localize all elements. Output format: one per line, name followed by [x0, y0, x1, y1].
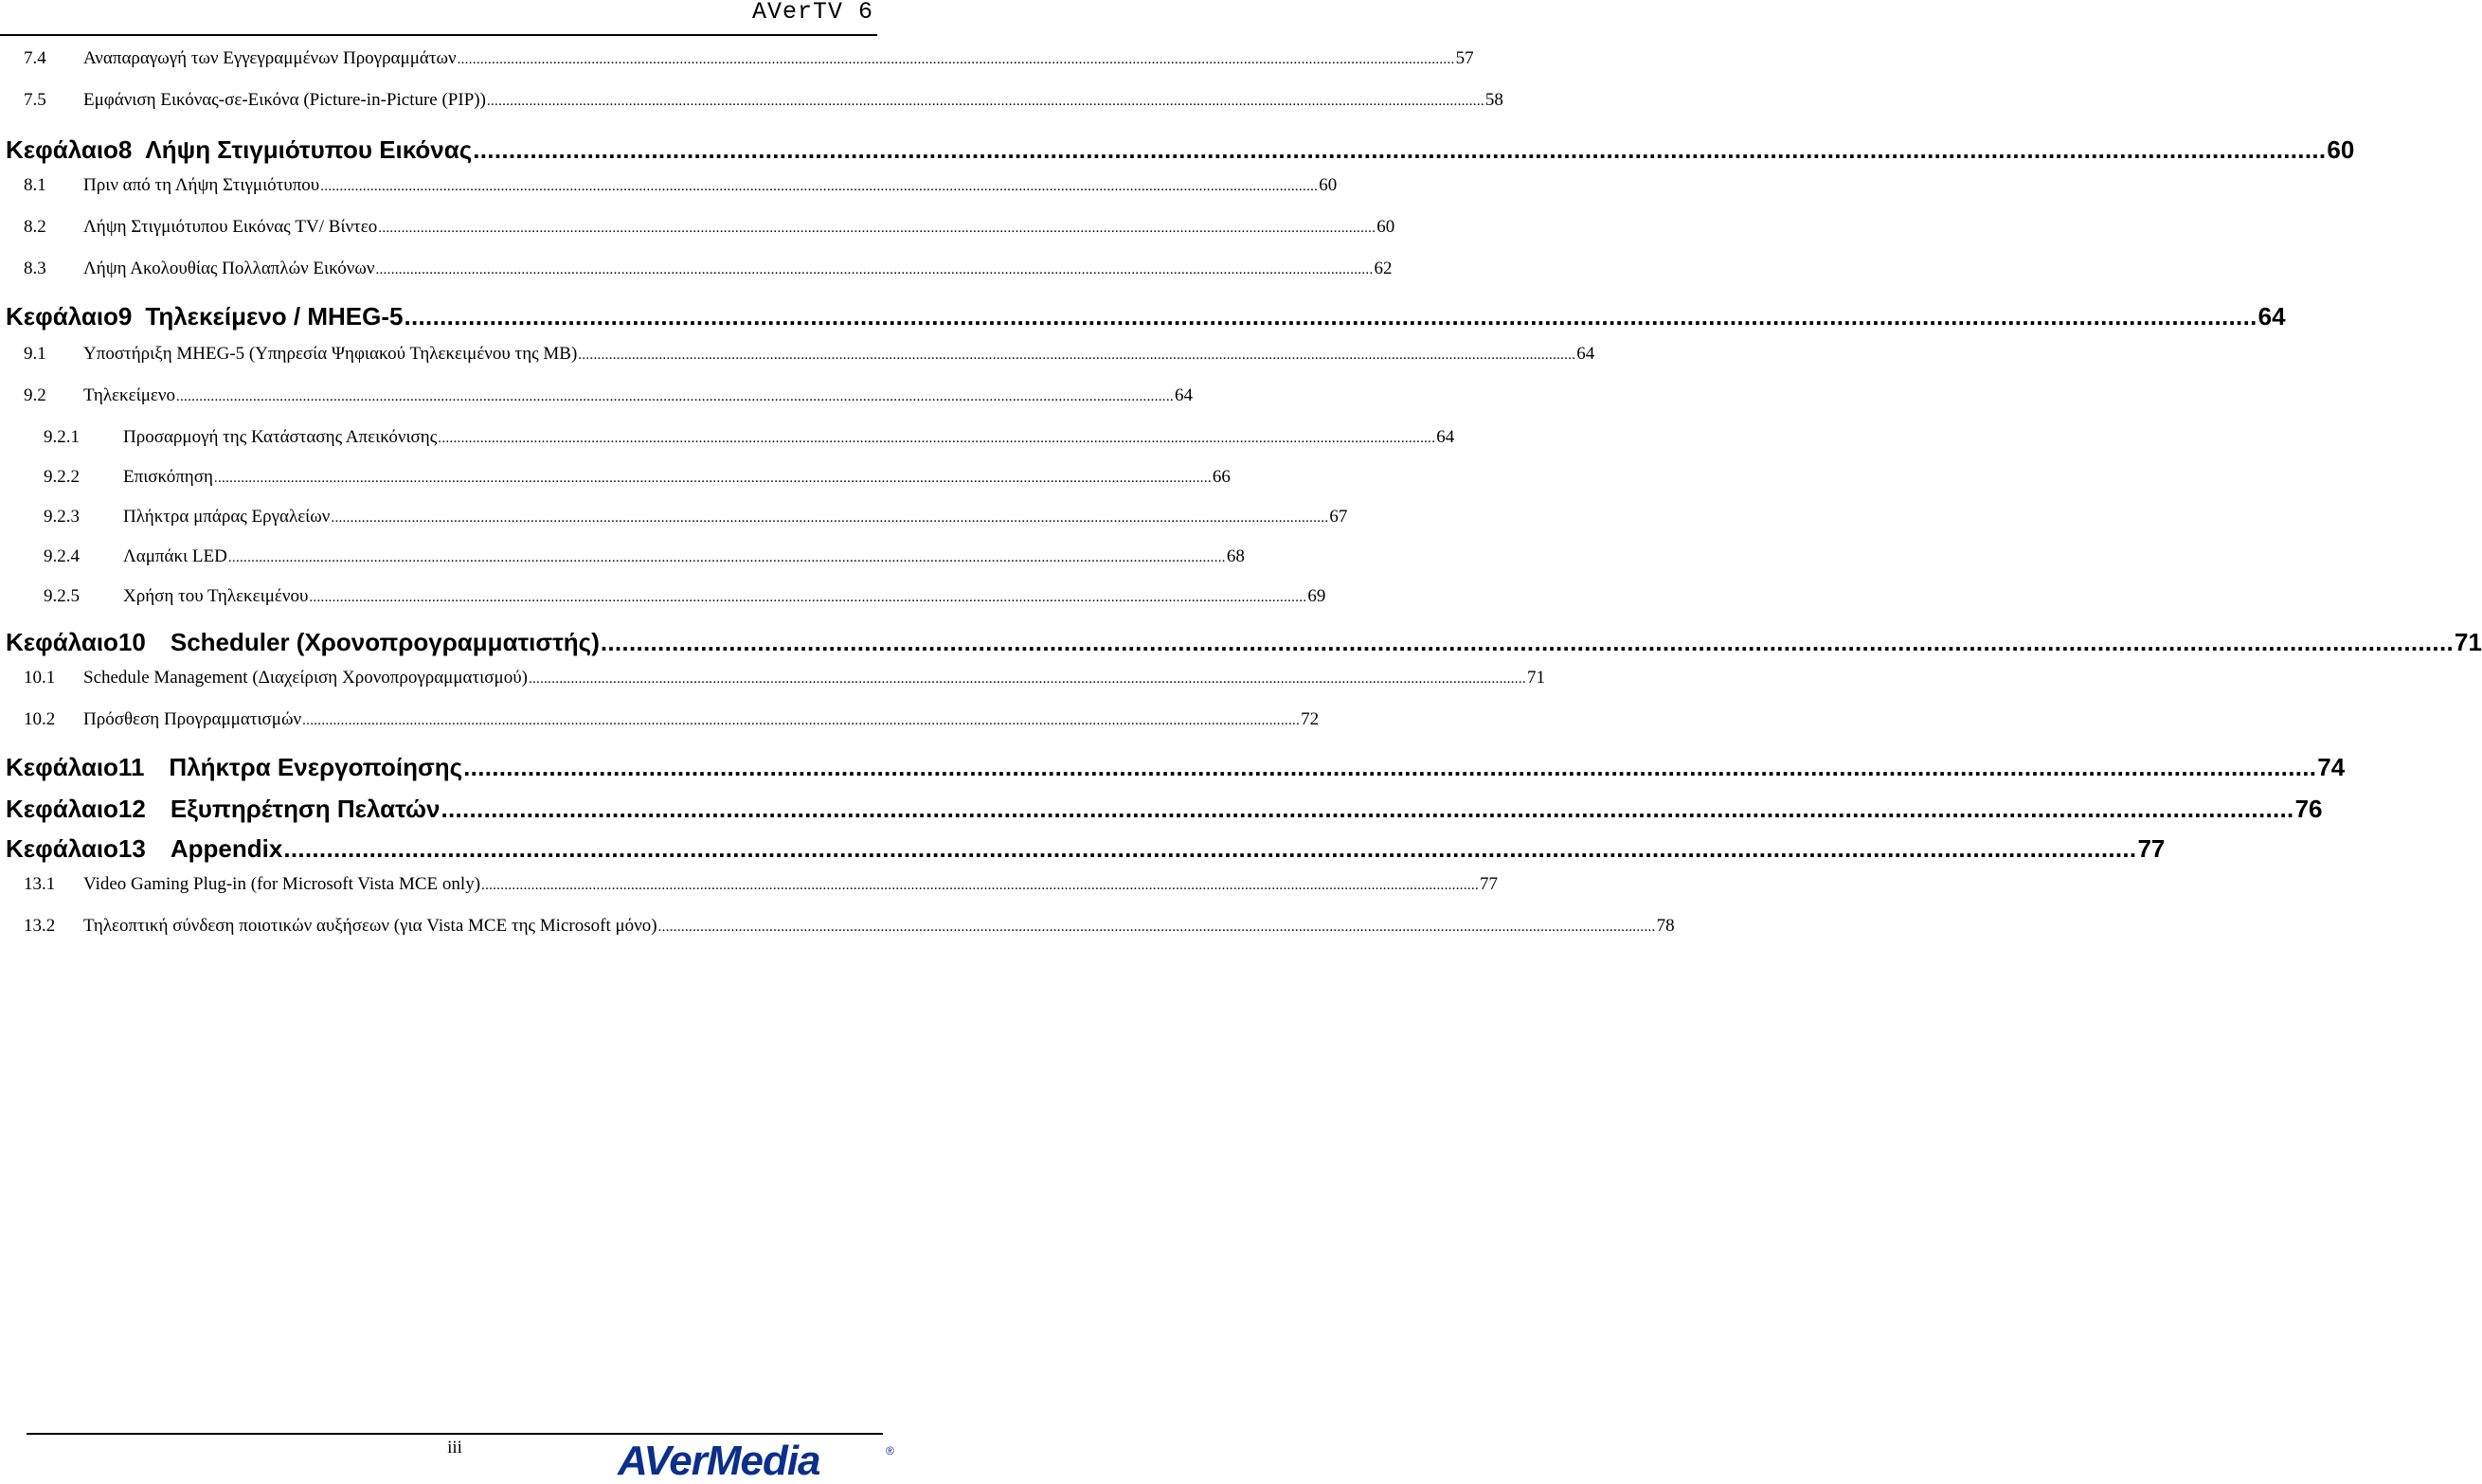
- dot-leader: ....................................................................................................................................................................................................................................................................: [486, 94, 1484, 109]
- toc-entry-number: Κεφάλαιο8: [6, 135, 133, 164]
- toc-entry-title: Appendix: [170, 834, 283, 863]
- toc-entry-number: 8.2: [24, 217, 46, 237]
- toc-entry-chapter[interactable]: [0, 833, 2166, 864]
- toc-entry-page: 69: [1307, 586, 1326, 606]
- toc-entry-number: 9.2.3: [44, 507, 80, 527]
- toc-entry-section[interactable]: [0, 915, 1675, 939]
- toc-entry-title: Video Gaming Plug-in (for Microsoft Vista MCE only): [83, 874, 481, 894]
- toc-entry-page: 58: [1484, 90, 1503, 110]
- toc-entry-page: 77: [1480, 874, 1499, 894]
- toc-entry-section[interactable]: [0, 708, 1320, 732]
- toc-entry-page: 78: [1656, 916, 1675, 936]
- toc-entry-page: 66: [1212, 467, 1231, 487]
- toc-entry-chapter[interactable]: [0, 794, 2323, 824]
- dot-leader: ....................................................................................................................................................................................................................................................................: [404, 302, 2257, 331]
- toc-entry-number: 9.2.5: [44, 586, 80, 606]
- toc-entry-page: 76: [2294, 795, 2323, 823]
- dot-leader: ....................................................................................................................................................................................................................................................................: [375, 262, 1374, 277]
- toc-entry-title: Λήψη Στιγμιότυπου Εικόνας TV/ Βίντεο: [83, 217, 378, 237]
- toc-entry-page: 60: [1376, 217, 1395, 237]
- dot-leader: ....................................................................................................................................................................................................................................................................: [473, 135, 2327, 164]
- header-rule: [0, 34, 877, 36]
- toc-entry-number: 7.5: [24, 90, 46, 110]
- toc-entry-page: 68: [1226, 546, 1245, 566]
- toc-entry-number: 10.1: [24, 668, 56, 688]
- toc-entry-title: Τηλεοπτική σύνδεση ποιοτικών αυξήσεων (για Vista MCE της Microsoft μόνο): [83, 916, 657, 936]
- toc-entry-title: Προσαρμογή της Κατάστασης Απεικόνισης: [123, 427, 438, 447]
- toc-entry-section[interactable]: [0, 343, 1595, 367]
- toc-entry-title: Τηλεκείμενο: [83, 385, 175, 405]
- toc-entry-page: 74: [2317, 753, 2346, 781]
- toc-entry-number: 9.2.2: [44, 467, 80, 487]
- dot-leader: ....................................................................................................................................................................................................................................................................: [657, 920, 1656, 935]
- toc-entry-title: Πλήκτρα μπάρας Εργαλείων: [123, 507, 331, 527]
- dot-leader: ....................................................................................................................................................................................................................................................................: [227, 550, 1226, 565]
- toc-entry-title: Πριν από τη Λήψη Στιγμιότυπου: [83, 175, 320, 195]
- toc-entry-title: Λήψη Στιγμιότυπου Εικόνας: [145, 135, 473, 164]
- toc-entry-title: Τηλεκείμενο / MHEG-5: [145, 302, 404, 331]
- dot-leader: ....................................................................................................................................................................................................................................................................: [378, 221, 1376, 236]
- toc-entry-number: Κεφάλαιο13: [6, 834, 146, 863]
- footer-page-number: iii: [447, 1438, 462, 1457]
- toc-entry-number: 9.2: [24, 385, 46, 405]
- logo-wordmark: AVerMedia: [618, 1438, 820, 1484]
- toc-entry-page: 57: [1455, 48, 1474, 68]
- toc-entry-number: 13.2: [24, 916, 56, 936]
- toc-entry-title: Εξυπηρέτηση Πελατών: [170, 795, 441, 823]
- toc-entry-subsection[interactable]: [0, 426, 1455, 450]
- toc-entry-subsection[interactable]: [0, 545, 1245, 569]
- toc-entry-section[interactable]: [0, 384, 1193, 408]
- toc-entry-number: 7.4: [24, 48, 46, 68]
- toc-entry-chapter[interactable]: [0, 627, 2482, 657]
- toc-entry-number: 9.2.1: [44, 427, 80, 447]
- dot-leader: ....................................................................................................................................................................................................................................................................: [438, 431, 1436, 446]
- dot-leader: ....................................................................................................................................................................................................................................................................: [481, 878, 1480, 893]
- toc-entry-number: 8.1: [24, 175, 46, 195]
- page-header-title: AVerTV 6: [751, 0, 873, 26]
- dot-leader: ....................................................................................................................................................................................................................................................................: [309, 590, 1307, 605]
- toc-entry-number: Κεφάλαιο12: [6, 795, 146, 823]
- toc-entry-title: Αναπαραγωγή των Εγγεγραμμένων Προγραμμάτων: [83, 48, 457, 68]
- toc-entry-number: 8.3: [24, 259, 46, 278]
- toc-entry-page: 64: [2257, 302, 2286, 331]
- toc-entry-page: 62: [1374, 259, 1393, 278]
- dot-leader: ....................................................................................................................................................................................................................................................................: [320, 179, 1319, 194]
- toc-entry-title: Πρόσθεση Προγραμματισμών: [83, 709, 302, 729]
- toc-entry-page: 71: [1526, 668, 1545, 688]
- toc-entry-page: 60: [1319, 175, 1338, 195]
- toc-entry-title: Εμφάνιση Εικόνας-σε-Εικόνα (Picture-in-Picture (PIP)): [83, 90, 486, 110]
- toc-entry-section[interactable]: [0, 667, 1545, 690]
- toc-entry-section[interactable]: [0, 216, 1395, 240]
- toc-entry-page: 71: [2455, 628, 2482, 656]
- toc-entry-number: 9.1: [24, 344, 46, 364]
- toc-entry-section[interactable]: [0, 89, 1503, 113]
- toc-entry-section[interactable]: [0, 258, 1393, 281]
- toc-entry-number: 13.1: [24, 874, 56, 894]
- toc-entry-title: Υποστήριξη MHEG-5 (Υπηρεσία Ψηφιακού Τηλεκειμένου της MB): [83, 344, 578, 364]
- toc-entry-number: 9.2.4: [44, 546, 80, 566]
- toc-entry-section[interactable]: [0, 47, 1474, 71]
- toc-entry-number: Κεφάλαιο9: [6, 302, 133, 331]
- toc-entry-page: 67: [1329, 507, 1348, 527]
- dot-leader: ....................................................................................................................................................................................................................................................................: [457, 52, 1455, 67]
- toc-entry-title: Χρήση του Τηλεκειμένου: [123, 586, 309, 606]
- avermedia-logo: [618, 1438, 894, 1484]
- toc-entry-number: Κεφάλαιο11: [6, 753, 145, 781]
- toc-entry-subsection[interactable]: [0, 506, 1348, 529]
- dot-leader: ....................................................................................................................................................................................................................................................................: [578, 348, 1576, 363]
- footer-rule: [27, 1433, 883, 1435]
- dot-leader: ....................................................................................................................................................................................................................................................................: [302, 713, 1301, 728]
- toc-entry-page: 64: [1174, 385, 1193, 405]
- toc-entry-title: Schedule Management (Διαχείριση Χρονοπρογραμματισμού): [83, 668, 528, 688]
- registered-mark-icon: ®: [886, 1444, 894, 1457]
- toc-entry-number: Κεφάλαιο10: [6, 628, 146, 656]
- toc-entry-page: 77: [2137, 834, 2166, 863]
- toc-entry-title: Λαμπάκι LED: [123, 546, 227, 566]
- toc-entry-chapter[interactable]: [0, 301, 2286, 331]
- toc-entry-title: Πλήκτρα Ενεργοποίησης: [169, 753, 463, 781]
- toc-entry-section[interactable]: [0, 873, 1499, 897]
- toc-entry-page: 64: [1576, 344, 1595, 364]
- toc-entry-chapter[interactable]: [0, 134, 2355, 165]
- dot-leader: ....................................................................................................................................................................................................................................................................: [283, 834, 2137, 863]
- dot-leader: ....................................................................................................................................................................................................................................................................: [331, 510, 1329, 526]
- dot-leader: ....................................................................................................................................................................................................................................................................: [600, 628, 2455, 656]
- toc-entry-chapter[interactable]: [0, 752, 2346, 782]
- toc-entry-page: 72: [1301, 709, 1320, 729]
- toc-entry-page: 64: [1436, 427, 1455, 447]
- toc-entry-number: 10.2: [24, 709, 56, 729]
- dot-leader: ....................................................................................................................................................................................................................................................................: [528, 671, 1526, 687]
- dot-leader: ....................................................................................................................................................................................................................................................................: [213, 471, 1212, 486]
- toc-entry-title: Λήψη Ακολουθίας Πολλαπλών Εικόνων: [83, 259, 375, 278]
- dot-leader: ....................................................................................................................................................................................................................................................................: [175, 389, 1174, 404]
- toc-entry-title: Επισκόπηση: [123, 467, 213, 487]
- dot-leader: ....................................................................................................................................................................................................................................................................: [463, 753, 2317, 781]
- dot-leader: ....................................................................................................................................................................................................................................................................: [441, 795, 2294, 823]
- toc-entry-subsection[interactable]: [0, 585, 1326, 609]
- toc-entry-subsection[interactable]: [0, 466, 1231, 490]
- toc-entry-page: 60: [2327, 135, 2355, 164]
- toc-entry-section[interactable]: [0, 174, 1338, 198]
- toc-entry-title: Scheduler (Χρονοπρογραμματιστής): [170, 628, 600, 656]
